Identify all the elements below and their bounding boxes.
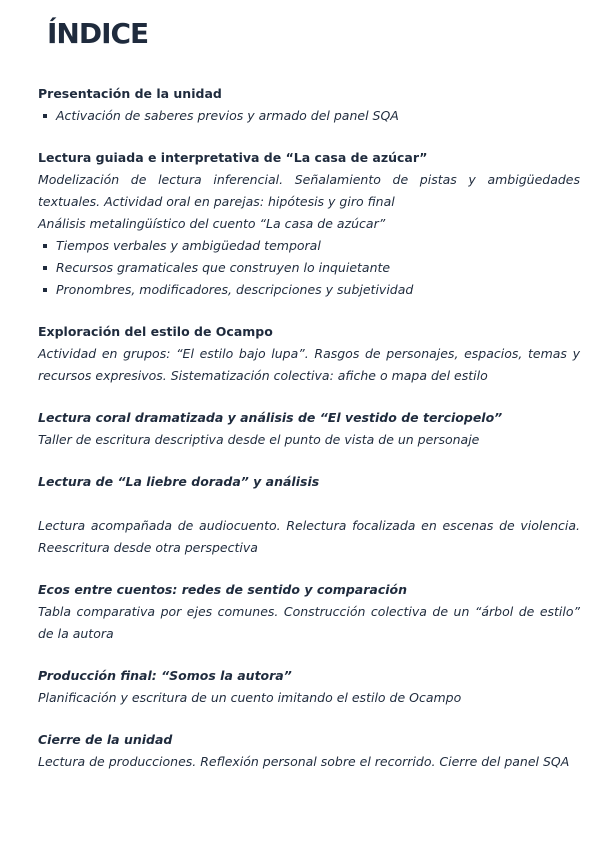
section-presentacion xyxy=(38,83,580,127)
section-paragraph: Análisis metalingüístico del cuento “La casa de azúcar” xyxy=(38,216,386,231)
section-lectura-guiada xyxy=(38,147,580,301)
section-heading: Exploración del estilo de Ocampo xyxy=(38,324,273,339)
section-heading: Presentación de la unidad xyxy=(38,86,222,101)
bullet-list xyxy=(38,235,580,301)
bullet-item: Activación de saberes previos y armado del panel SQA xyxy=(38,105,580,127)
section-paragraph: Taller de escritura descriptiva desde el punto de vista de un personaje xyxy=(38,432,480,447)
section-heading: Lectura de “La liebre dorada” y análisis xyxy=(38,474,320,489)
bullet-item: Tiempos verbales y ambigüedad temporal xyxy=(38,235,580,257)
section-paragraph: Actividad en grupos: “El estilo bajo lupa”. Rasgos de personajes, espacios, temas y recursos expresivos. Sistematización colectiva: afiche o mapa del estilo xyxy=(38,346,580,383)
section-estilo-ocampo xyxy=(38,321,580,387)
section-paragraph: Modelización de lectura inferencial. Señalamiento de pistas y ambigüedades textuales. Actividad oral en parejas: hipótesis y giro final xyxy=(38,172,580,209)
section-heading: Lectura guiada e interpretativa de “La casa de azúcar” xyxy=(38,150,428,165)
section-ecos-cuentos xyxy=(38,579,580,645)
section-heading: Ecos entre cuentos: redes de sentido y comparación xyxy=(38,582,408,597)
section-paragraph: Tabla comparativa por ejes comunes. Construcción colectiva de un “árbol de estilo” de la autora xyxy=(38,604,580,641)
section-heading: Lectura coral dramatizada y análisis de “El vestido de terciopelo” xyxy=(38,410,503,425)
section-vestido-terciopelo xyxy=(38,407,580,451)
bullet-item: Recursos gramaticales que construyen lo inquietante xyxy=(38,257,580,279)
page-title: ÍNDICE xyxy=(47,17,149,50)
section-heading: Cierre de la unidad xyxy=(38,732,173,747)
section-cierre xyxy=(38,729,580,773)
section-heading: Producción final: “Somos la autora” xyxy=(38,668,292,683)
section-paragraph: Lectura de producciones. Reflexión personal sobre el recorrido. Cierre del panel SQA xyxy=(38,754,570,769)
section-produccion-final xyxy=(38,665,580,709)
index-content xyxy=(38,83,580,793)
bullet-item: Pronombres, modificadores, descripciones y subjetividad xyxy=(38,279,580,301)
spacer xyxy=(38,493,580,515)
section-liebre-dorada xyxy=(38,471,580,559)
section-paragraph: Lectura acompañada de audiocuento. Relectura focalizada en escenas de violencia. Reescritura desde otra perspectiva xyxy=(38,518,580,555)
bullet-list xyxy=(38,105,580,127)
section-paragraph: Planificación y escritura de un cuento imitando el estilo de Ocampo xyxy=(38,690,462,705)
